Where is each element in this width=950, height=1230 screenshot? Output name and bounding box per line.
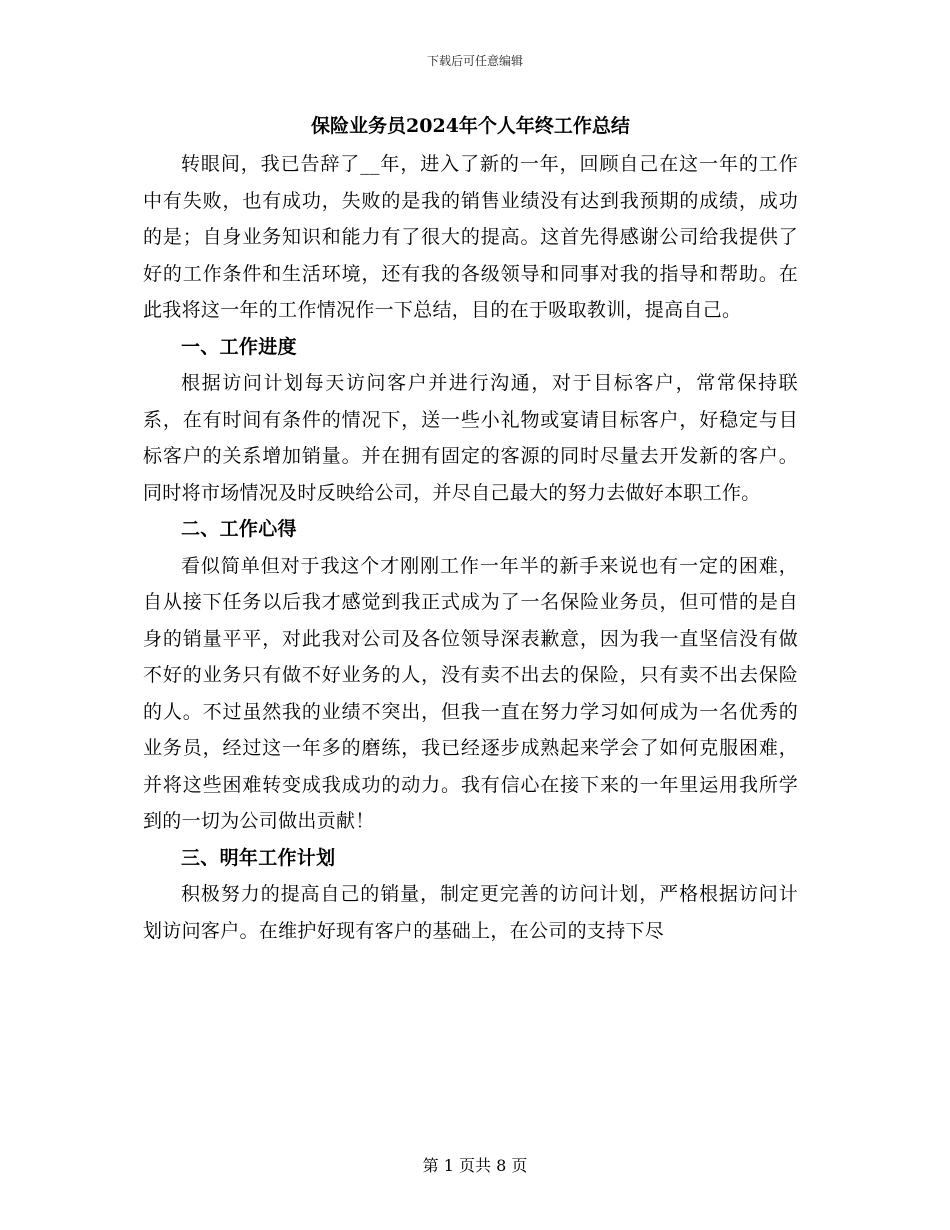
intro-paragraph: 转眼间，我已告辞了__年，进入了新的一年，回顾自己在这一年的工作中有失败，也有成功，失败的是我的销售业绩没有达到我预期的成绩，成功的是；自身业务知识和能力有了很大的提高。这首先得感谢公司给我提供了好的工作条件和生活环境，还有我的各级领导和同事对我的指导和帮助。在此我将这一年的工作情况作一下总结，目的在于吸取教训，提高自己。 [143, 153, 798, 321]
document-body [143, 108, 798, 949]
section-body-next-year-plan: 积极努力的提高自己的销量，制定更完善的访问计划，严格根据访问计划访问客户。在维护好现有客户的基础上，在公司的支持下尽 [143, 883, 798, 942]
document-title: 保险业务员2024年个人年终工作总结 [311, 115, 630, 137]
section-body-work-insights: 看似简单但对于我这个才刚刚工作一年半的新手来说也有一定的困难，自从接下任务以后我才感觉到我正式成为了一名保险业务员，但可惜的是自身的销量平平，对此我对公司及各位领导深表歉意，因为我一直坚信没有做不好的业务只有做不好业务的人，没有卖不出去的保险，只有卖不出去保险的人。不过虽然我的业绩不突出，但我一直在努力学习如何成为一名优秀的业务员，经过这一年多的磨练，我已经逐步成熟起来学会了如何克服困难，并将这些困难转变成我成功的动力。我有信心在接下来的一年里运用我所学到的一切为公司做出贡献！ [143, 554, 798, 832]
page-number: 第 1 页共 8 页 [422, 1156, 528, 1175]
section-heading-work-insights: 二、工作心得 [181, 518, 297, 540]
section-heading-next-year-plan: 三、明年工作计划 [181, 846, 336, 869]
section-body-work-progress: 根据访问计划每天访问客户并进行沟通，对于目标客户，常常保持联系，在有时间有条件的情况下，送一些小礼物或宴请目标客户，好稳定与目标客户的关系增加销量。并在拥有固定的客源的同时尽量去开发新的客户。同时将市场情况及时反映给公司，并尽自己最大的努力去做好本职工作。 [143, 372, 798, 504]
page-header: 下载后可任意编辑 [426, 54, 523, 68]
section-heading-work-progress: 一、工作进度 [181, 335, 297, 358]
